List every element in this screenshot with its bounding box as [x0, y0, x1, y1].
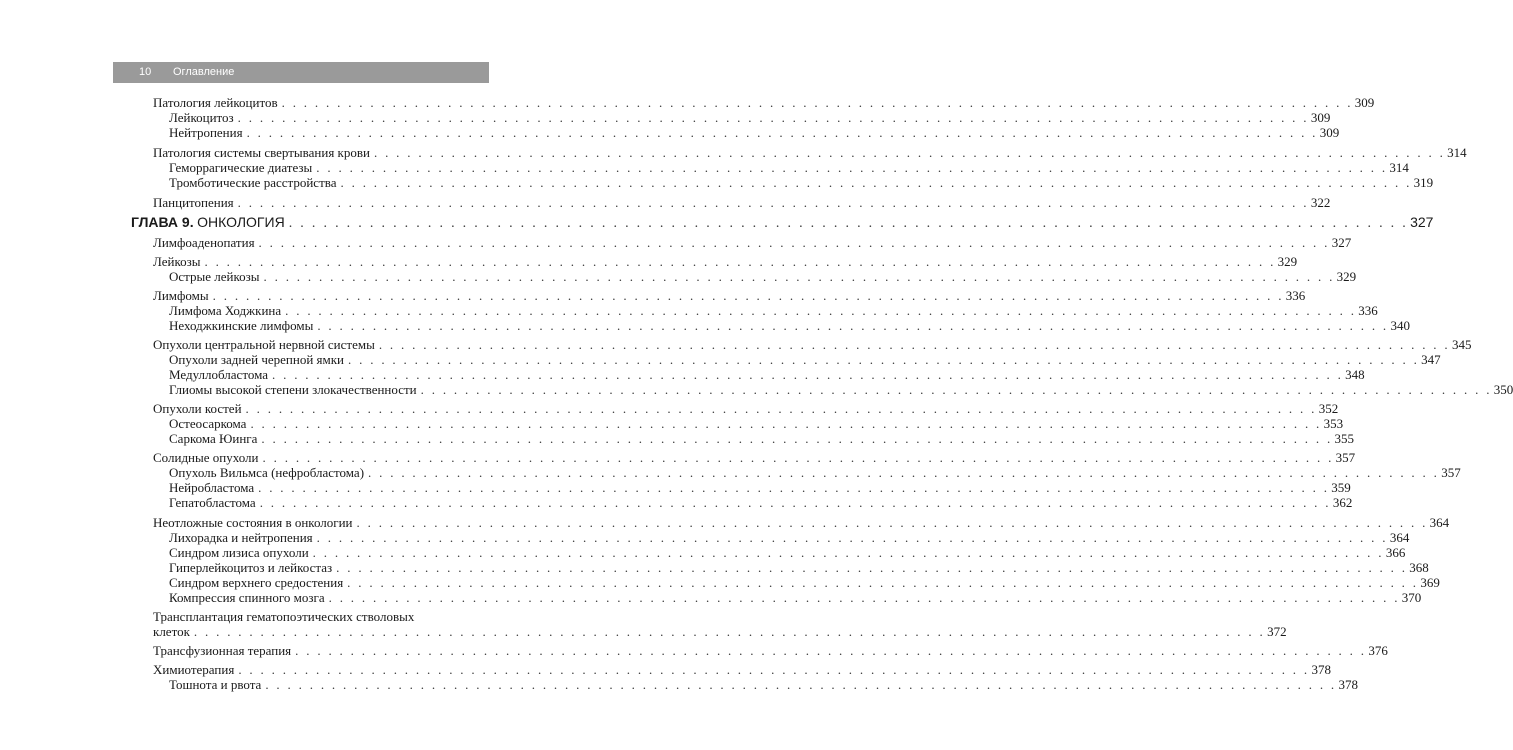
toc-entry[interactable]: Острые лейкозы . . . . . . . . . . . . . . . . . . . . . . . . . . . . . . . . . . . . . . . . . . . . . . . . . . . . . . . . . . . . . . . . . . . . . . . . . . . . . . . . . . . . . . . . . . . . . . . . . 329: [169, 269, 1357, 284]
toc-entry[interactable]: Остеосаркома . . . . . . . . . . . . . . . . . . . . . . . . . . . . . . . . . . . . . . . . . . . . . . . . . . . . . . . . . . . . . . . . . . . . . . . . . . . . . . . . . . . . . . . . . . . . . . . . . 353: [169, 416, 1344, 431]
toc-entry[interactable]: Лейкоцитоз . . . . . . . . . . . . . . . . . . . . . . . . . . . . . . . . . . . . . . . . . . . . . . . . . . . . . . . . . . . . . . . . . . . . . . . . . . . . . . . . . . . . . . . . . . . . . . . . . 309: [169, 110, 1331, 125]
toc-entry[interactable]: Лихорадка и нейтропения . . . . . . . . . . . . . . . . . . . . . . . . . . . . . . . . . . . . . . . . . . . . . . . . . . . . . . . . . . . . . . . . . . . . . . . . . . . . . . . . . . . . . . . . . . . . . . . . . 364: [169, 530, 1410, 545]
toc-entry[interactable]: Лимфомы . . . . . . . . . . . . . . . . . . . . . . . . . . . . . . . . . . . . . . . . . . . . . . . . . . . . . . . . . . . . . . . . . . . . . . . . . . . . . . . . . . . . . . . . . . . . . . . . . 336: [153, 288, 1306, 303]
toc-entry[interactable]: Синдром лизиса опухоли . . . . . . . . . . . . . . . . . . . . . . . . . . . . . . . . . . . . . . . . . . . . . . . . . . . . . . . . . . . . . . . . . . . . . . . . . . . . . . . . . . . . . . . . . . . . . . . . . 366: [169, 545, 1406, 560]
toc-entry[interactable]: Лимфоаденопатия . . . . . . . . . . . . . . . . . . . . . . . . . . . . . . . . . . . . . . . . . . . . . . . . . . . . . . . . . . . . . . . . . . . . . . . . . . . . . . . . . . . . . . . . . . . . . . . . . 327: [153, 235, 1352, 250]
running-header-title: Оглавление: [173, 66, 235, 78]
toc-entry[interactable]: Нейтропения . . . . . . . . . . . . . . . . . . . . . . . . . . . . . . . . . . . . . . . . . . . . . . . . . . . . . . . . . . . . . . . . . . . . . . . . . . . . . . . . . . . . . . . . . . . . . . . . . 309: [169, 125, 1340, 140]
toc-entry[interactable]: Патология лейкоцитов . . . . . . . . . . . . . . . . . . . . . . . . . . . . . . . . . . . . . . . . . . . . . . . . . . . . . . . . . . . . . . . . . . . . . . . . . . . . . . . . . . . . . . . . . . . . . . . . . 309: [153, 95, 1375, 110]
toc-entry[interactable]: клеток . . . . . . . . . . . . . . . . . . . . . . . . . . . . . . . . . . . . . . . . . . . . . . . . . . . . . . . . . . . . . . . . . . . . . . . . . . . . . . . . . . . . . . . . . . . . . . . . . 372: [153, 624, 1287, 639]
toc-entry[interactable]: Компрессия спинного мозга . . . . . . . . . . . . . . . . . . . . . . . . . . . . . . . . . . . . . . . . . . . . . . . . . . . . . . . . . . . . . . . . . . . . . . . . . . . . . . . . . . . . . . . . . . . . . . . . . 370: [169, 590, 1422, 605]
chapter-title: ОНКОЛОГИЯ: [197, 214, 285, 230]
toc-entry[interactable]: Лимфома Ходжкина . . . . . . . . . . . . . . . . . . . . . . . . . . . . . . . . . . . . . . . . . . . . . . . . . . . . . . . . . . . . . . . . . . . . . . . . . . . . . . . . . . . . . . . . . . . . . . . . . 336: [169, 303, 1378, 318]
toc-entry[interactable]: Химиотерапия . . . . . . . . . . . . . . . . . . . . . . . . . . . . . . . . . . . . . . . . . . . . . . . . . . . . . . . . . . . . . . . . . . . . . . . . . . . . . . . . . . . . . . . . . . . . . . . . . 378: [153, 662, 1331, 677]
toc-entry[interactable]: Тошнота и рвота . . . . . . . . . . . . . . . . . . . . . . . . . . . . . . . . . . . . . . . . . . . . . . . . . . . . . . . . . . . . . . . . . . . . . . . . . . . . . . . . . . . . . . . . . . . . . . . . . 378: [169, 677, 1358, 692]
toc-entry[interactable]: Панцитопения . . . . . . . . . . . . . . . . . . . . . . . . . . . . . . . . . . . . . . . . . . . . . . . . . . . . . . . . . . . . . . . . . . . . . . . . . . . . . . . . . . . . . . . . . . . . . . . . . 322: [153, 195, 1331, 210]
toc-entry[interactable]: Опухоли задней черепной ямки . . . . . . . . . . . . . . . . . . . . . . . . . . . . . . . . . . . . . . . . . . . . . . . . . . . . . . . . . . . . . . . . . . . . . . . . . . . . . . . . . . . . . . . . . . . . . . . . . 347: [169, 352, 1441, 367]
toc-entry[interactable]: Трансфузионная терапия . . . . . . . . . . . . . . . . . . . . . . . . . . . . . . . . . . . . . . . . . . . . . . . . . . . . . . . . . . . . . . . . . . . . . . . . . . . . . . . . . . . . . . . . . . . . . . . . . 376: [153, 643, 1388, 658]
toc-entry[interactable]: Гепатобластома . . . . . . . . . . . . . . . . . . . . . . . . . . . . . . . . . . . . . . . . . . . . . . . . . . . . . . . . . . . . . . . . . . . . . . . . . . . . . . . . . . . . . . . . . . . . . . . . . 362: [169, 495, 1353, 510]
toc-entry[interactable]: Неходжкинские лимфомы . . . . . . . . . . . . . . . . . . . . . . . . . . . . . . . . . . . . . . . . . . . . . . . . . . . . . . . . . . . . . . . . . . . . . . . . . . . . . . . . . . . . . . . . . . . . . . . . . 340: [169, 318, 1410, 333]
chapter-number: ГЛАВА 9.: [131, 214, 194, 230]
toc-entry[interactable]: Глиомы высокой степени злокачественности . . . . . . . . . . . . . . . . . . . . . . . . . . . . . . . . . . . . . . . . . . . . . . . . . . . . . . . . . . . . . . . . . . . . . . . . . . . . . . . . . . . . . . . . . . . . . . . . . 350: [169, 382, 1513, 397]
toc-entry[interactable]: Неотложные состояния в онкологии . . . . . . . . . . . . . . . . . . . . . . . . . . . . . . . . . . . . . . . . . . . . . . . . . . . . . . . . . . . . . . . . . . . . . . . . . . . . . . . . . . . . . . . . . . . . . . . . . 364: [153, 515, 1450, 530]
toc-entry[interactable]: Опухоль Вильмса (нефробластома) . . . . . . . . . . . . . . . . . . . . . . . . . . . . . . . . . . . . . . . . . . . . . . . . . . . . . . . . . . . . . . . . . . . . . . . . . . . . . . . . . . . . . . . . . . . . . . . . . 357: [169, 465, 1461, 480]
toc-entry[interactable]: Медуллобластома . . . . . . . . . . . . . . . . . . . . . . . . . . . . . . . . . . . . . . . . . . . . . . . . . . . . . . . . . . . . . . . . . . . . . . . . . . . . . . . . . . . . . . . . . . . . . . . . . 348: [169, 367, 1365, 382]
page-number: 10: [139, 66, 152, 78]
toc-entry[interactable]: Геморрагические диатезы . . . . . . . . . . . . . . . . . . . . . . . . . . . . . . . . . . . . . . . . . . . . . . . . . . . . . . . . . . . . . . . . . . . . . . . . . . . . . . . . . . . . . . . . . . . . . . . . . 314: [169, 160, 1409, 175]
toc-entry[interactable]: Синдром верхнего средостения . . . . . . . . . . . . . . . . . . . . . . . . . . . . . . . . . . . . . . . . . . . . . . . . . . . . . . . . . . . . . . . . . . . . . . . . . . . . . . . . . . . . . . . . . . . . . . . . . 369: [169, 575, 1440, 590]
toc-chapter-heading[interactable]: ГЛАВА 9. ОНКОЛОГИЯ . . . . . . . . . . . . . . . . . . . . . . . . . . . . . . . . . . . . . . . . . . . . . . . . . . . . . . . . . . . . . . . . . . . . . . . . . . . . . . . . . . . . . . . . . . . . . . . . . 327: [131, 214, 1434, 231]
toc-entry[interactable]: Опухоли центральной нервной системы . . . . . . . . . . . . . . . . . . . . . . . . . . . . . . . . . . . . . . . . . . . . . . . . . . . . . . . . . . . . . . . . . . . . . . . . . . . . . . . . . . . . . . . . . . . . . . . . . 345: [153, 337, 1472, 352]
toc-entry-wrapped-line[interactable]: Трансплантация гематопоэтических стволовых: [153, 609, 415, 624]
toc-entry[interactable]: Саркома Юинга . . . . . . . . . . . . . . . . . . . . . . . . . . . . . . . . . . . . . . . . . . . . . . . . . . . . . . . . . . . . . . . . . . . . . . . . . . . . . . . . . . . . . . . . . . . . . . . . . 355: [169, 431, 1355, 446]
toc-entry[interactable]: Опухоли костей . . . . . . . . . . . . . . . . . . . . . . . . . . . . . . . . . . . . . . . . . . . . . . . . . . . . . . . . . . . . . . . . . . . . . . . . . . . . . . . . . . . . . . . . . . . . . . . . . 352: [153, 401, 1339, 416]
toc-entry[interactable]: Патология системы свертывания крови . . . . . . . . . . . . . . . . . . . . . . . . . . . . . . . . . . . . . . . . . . . . . . . . . . . . . . . . . . . . . . . . . . . . . . . . . . . . . . . . . . . . . . . . . . . . . . . . . 314: [153, 145, 1467, 160]
toc-entry[interactable]: Нейробластома . . . . . . . . . . . . . . . . . . . . . . . . . . . . . . . . . . . . . . . . . . . . . . . . . . . . . . . . . . . . . . . . . . . . . . . . . . . . . . . . . . . . . . . . . . . . . . . . . 359: [169, 480, 1351, 495]
toc-entry[interactable]: Солидные опухоли . . . . . . . . . . . . . . . . . . . . . . . . . . . . . . . . . . . . . . . . . . . . . . . . . . . . . . . . . . . . . . . . . . . . . . . . . . . . . . . . . . . . . . . . . . . . . . . . . 357: [153, 450, 1356, 465]
toc-entry[interactable]: Тромботические расстройства . . . . . . . . . . . . . . . . . . . . . . . . . . . . . . . . . . . . . . . . . . . . . . . . . . . . . . . . . . . . . . . . . . . . . . . . . . . . . . . . . . . . . . . . . . . . . . . . . 319: [169, 175, 1434, 190]
toc-entry[interactable]: Гиперлейкоцитоз и лейкостаз . . . . . . . . . . . . . . . . . . . . . . . . . . . . . . . . . . . . . . . . . . . . . . . . . . . . . . . . . . . . . . . . . . . . . . . . . . . . . . . . . . . . . . . . . . . . . . . . . 368: [169, 560, 1429, 575]
toc-entry[interactable]: Лейкозы . . . . . . . . . . . . . . . . . . . . . . . . . . . . . . . . . . . . . . . . . . . . . . . . . . . . . . . . . . . . . . . . . . . . . . . . . . . . . . . . . . . . . . . . . . . . . . . . . 329: [153, 254, 1298, 269]
